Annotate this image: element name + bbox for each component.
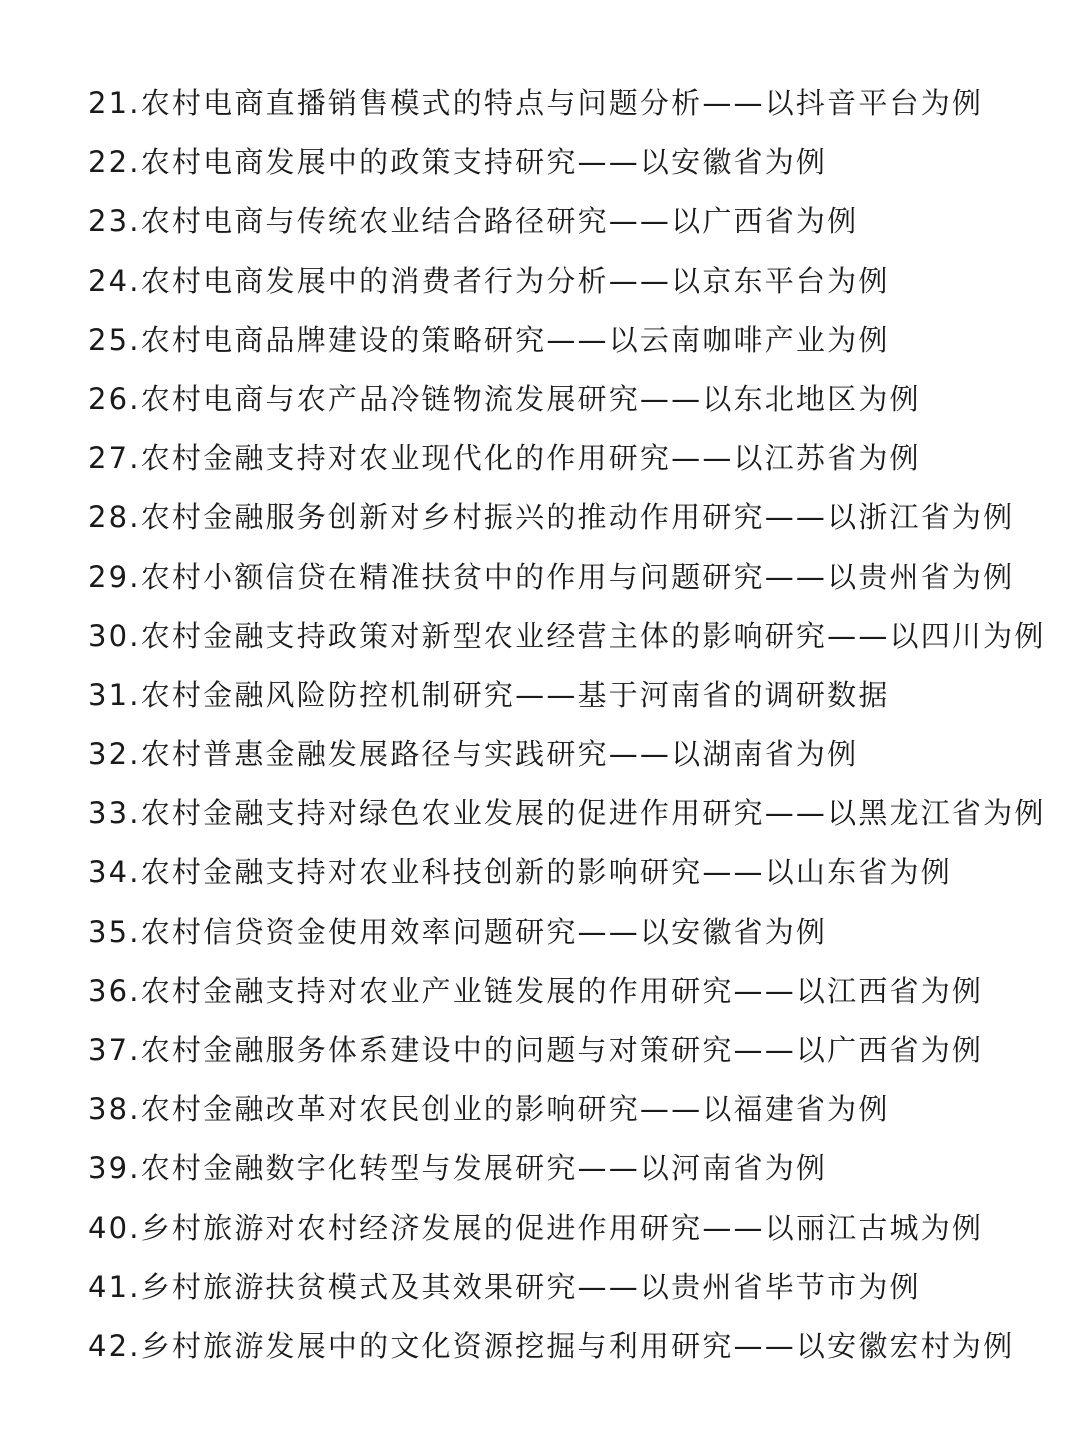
topic-item-27: 27.农村金融支持对农业现代化的作用研究——以江苏省为例 <box>88 441 921 476</box>
topic-item-29: 29.农村小额信贷在精准扶贫中的作用与问题研究——以贵州省为例 <box>88 559 1015 594</box>
topic-item-32: 32.农村普惠金融发展路径与实践研究——以湖南省为例 <box>88 737 859 772</box>
topic-item-33: 33.农村金融支持对绿色农业发展的促进作用研究——以黑龙江省为例 <box>88 796 1046 831</box>
topic-item-40: 40.乡村旅游对农村经济发展的促进作用研究——以丽江古城为例 <box>88 1210 984 1245</box>
topic-item-23: 23.农村电商与传统农业结合路径研究——以广西省为例 <box>88 204 859 239</box>
topic-item-31: 31.农村金融风险防控机制研究——基于河南省的调研数据 <box>88 677 890 712</box>
topic-item-28: 28.农村金融服务创新对乡村振兴的推动作用研究——以浙江省为例 <box>88 500 1015 535</box>
topic-list <box>88 74 1048 1376</box>
topic-item-37: 37.农村金融服务体系建设中的问题与对策研究——以广西省为例 <box>88 1033 984 1067</box>
topic-item-26: 26.农村电商与农产品冷链物流发展研究——以东北地区为例 <box>88 381 921 416</box>
topic-item-42: 42.乡村旅游发展中的文化资源挖掘与利用研究——以安徽宏村为例 <box>88 1328 1015 1363</box>
topic-item-25: 25.农村电商品牌建设的策略研究——以云南咖啡产业为例 <box>88 322 890 357</box>
topic-item-22: 22.农村电商发展中的政策支持研究——以安徽省为例 <box>88 145 828 180</box>
topic-item-21: 21.农村电商直播销售模式的特点与问题分析——以抖音平台为例 <box>88 86 984 120</box>
topic-item-30: 30.农村金融支持政策对新型农业经营主体的影响研究——以四川为例 <box>88 618 1046 653</box>
topic-item-35: 35.农村信贷资金使用效率问题研究——以安徽省为例 <box>88 914 828 949</box>
topic-item-24: 24.农村电商发展中的消费者行为分析——以京东平台为例 <box>88 263 890 298</box>
topic-item-34: 34.农村金融支持对农业科技创新的影响研究——以山东省为例 <box>88 855 952 890</box>
topic-item-41: 41.乡村旅游扶贫模式及其效果研究——以贵州省毕节市为例 <box>88 1269 921 1304</box>
topic-item-38: 38.农村金融改革对农民创业的影响研究——以福建省为例 <box>88 1092 890 1127</box>
topic-item-39: 39.农村金融数字化转型与发展研究——以河南省为例 <box>88 1151 828 1186</box>
topic-item-36: 36.农村金融支持对农业产业链发展的作用研究——以江西省为例 <box>88 973 984 1008</box>
